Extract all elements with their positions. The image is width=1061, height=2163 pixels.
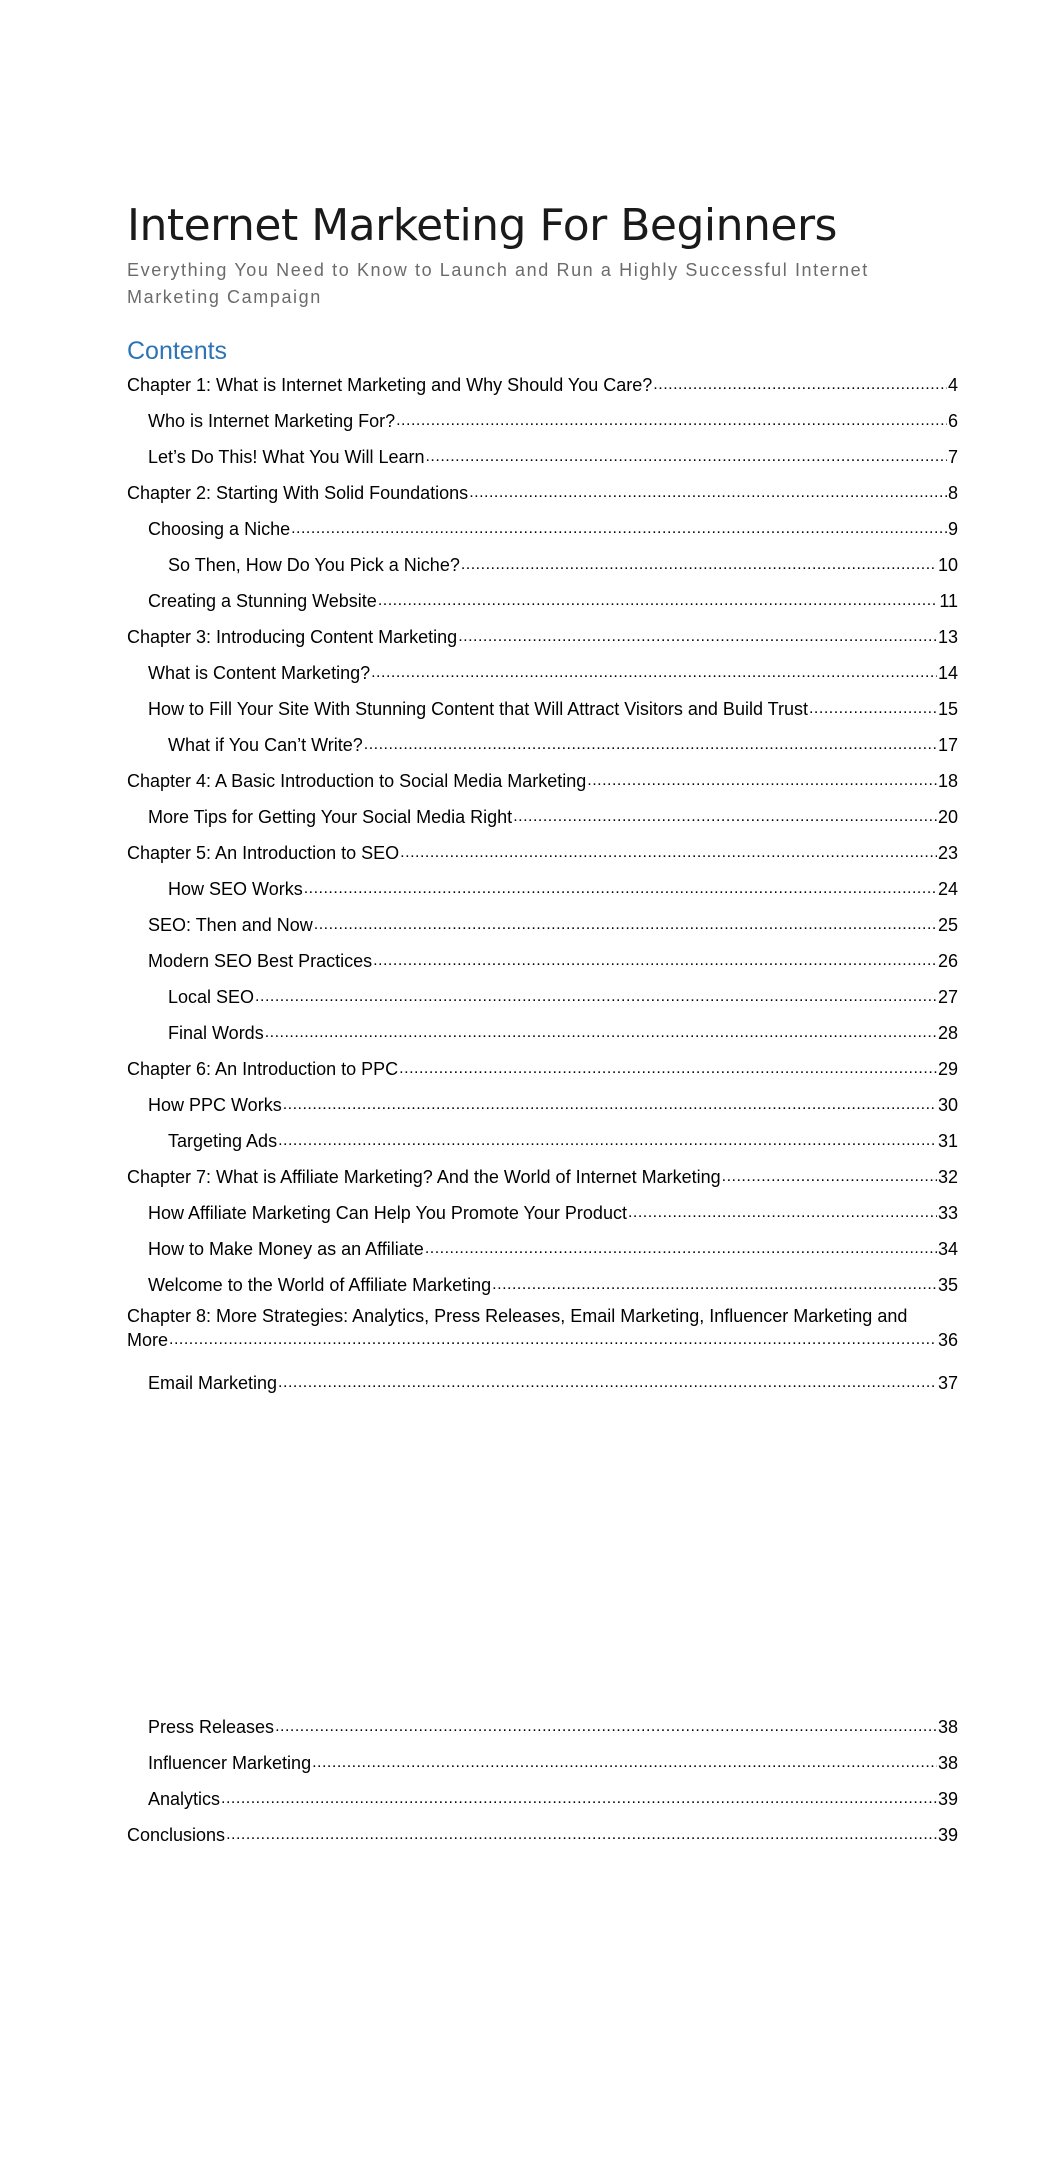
toc-dot-leader [513, 805, 937, 829]
toc-page-number: 33 [937, 1203, 958, 1223]
toc-entry[interactable] [127, 944, 958, 980]
toc-dot-leader [458, 625, 937, 649]
table-of-contents-continued [127, 1710, 958, 1854]
toc-entry[interactable] [127, 656, 958, 692]
toc-entry-label: What is Content Marketing? [148, 663, 371, 683]
toc-dot-leader [461, 553, 937, 577]
toc-page-number: 30 [937, 1095, 958, 1115]
toc-dot-leader [255, 985, 937, 1009]
toc-page-number: 8 [947, 483, 958, 503]
toc-page-number: 39 [937, 1825, 958, 1845]
toc-dot-leader [469, 481, 947, 505]
toc-page-number: 4 [947, 375, 958, 395]
toc-entry-label-line2: More [127, 1330, 169, 1350]
toc-entry[interactable] [127, 800, 958, 836]
toc-page-number: 29 [937, 1059, 958, 1079]
contents-heading: Contents [127, 337, 228, 365]
toc-entry[interactable] [127, 1160, 958, 1196]
toc-dot-leader [587, 769, 937, 793]
toc-entry-label: How to Make Money as an Affiliate [148, 1239, 424, 1259]
toc-entry[interactable] [127, 1196, 958, 1232]
toc-dot-leader [809, 697, 937, 721]
toc-page-number: 20 [937, 807, 958, 827]
toc-page-number: 6 [947, 411, 958, 431]
toc-dot-leader [364, 733, 937, 757]
toc-page-number: 11 [939, 591, 958, 611]
toc-page-number: 38 [937, 1753, 958, 1773]
toc-entry[interactable] [127, 1232, 958, 1268]
toc-entry[interactable] [127, 1052, 958, 1088]
toc-dot-leader [653, 373, 947, 397]
toc-entry-label-line1: Chapter 8: More Strategies: Analytics, Press Releases, Email Marketing, Influencer Marketing and [127, 1306, 908, 1326]
toc-entry[interactable] [127, 476, 958, 512]
toc-entry-label: Let’s Do This! What You Will Learn [148, 447, 425, 467]
toc-page-number: 25 [937, 915, 958, 935]
toc-entry-label: Welcome to the World of Affiliate Marketing [148, 1275, 492, 1295]
toc-entry[interactable] [127, 548, 958, 584]
toc-entry-label: Chapter 3: Introducing Content Marketing [127, 627, 458, 647]
toc-page-number: 37 [937, 1373, 958, 1393]
toc-entry[interactable] [127, 1268, 958, 1304]
toc-entry[interactable] [127, 1366, 958, 1402]
toc-entry-label: How to Fill Your Site With Stunning Content that Will Attract Visitors and Build Trust [148, 699, 808, 719]
toc-dot-leader [722, 1165, 937, 1189]
toc-page-number: 31 [937, 1131, 958, 1151]
toc-entry[interactable] [127, 872, 958, 908]
toc-entry-label: How SEO Works [168, 879, 303, 899]
toc-entry-label: Local SEO [168, 987, 255, 1007]
toc-dot-leader [371, 661, 937, 685]
toc-dot-leader [265, 1021, 937, 1045]
toc-entry-label: Chapter 5: An Introduction to SEO [127, 843, 400, 863]
toc-dot-leader [278, 1371, 937, 1395]
toc-page-number: 38 [937, 1717, 958, 1737]
toc-dot-leader [425, 1237, 937, 1261]
toc-entry[interactable] [127, 620, 958, 656]
toc-entry[interactable] [127, 368, 958, 404]
toc-page-number: 39 [937, 1789, 958, 1809]
toc-entry-label: Modern SEO Best Practices [148, 951, 373, 971]
toc-entry[interactable] [127, 512, 958, 548]
toc-entry-label: How Affiliate Marketing Can Help You Promote Your Product [148, 1203, 627, 1223]
toc-entry[interactable] [127, 764, 958, 800]
toc-entry[interactable] [127, 692, 958, 728]
toc-entry-label: What if You Can’t Write? [168, 735, 363, 755]
toc-entry[interactable] [127, 908, 958, 944]
toc-page-number: 35 [937, 1275, 958, 1295]
toc-entry[interactable] [127, 1304, 958, 1366]
toc-dot-leader [312, 1751, 937, 1775]
toc-dot-leader [425, 445, 947, 469]
toc-page-number: 36 [937, 1330, 958, 1350]
toc-entry-label: SEO: Then and Now [148, 915, 313, 935]
document-title: Internet Marketing For Beginners [127, 200, 837, 251]
toc-page-number: 28 [937, 1023, 958, 1043]
toc-entry-line2 [127, 1328, 958, 1352]
toc-entry-label: Who is Internet Marketing For? [148, 411, 396, 431]
toc-page-number: 13 [937, 627, 958, 647]
toc-entry-label: Analytics [148, 1789, 221, 1809]
toc-dot-leader [278, 1129, 937, 1153]
toc-entry-label: Chapter 6: An Introduction to PPC [127, 1059, 399, 1079]
toc-entry-label: More Tips for Getting Your Social Media Right [148, 807, 513, 827]
toc-page-number: 7 [947, 447, 958, 467]
document-subtitle: Everything You Need to Know to Launch and Run a Highly Successful Internet Marketing Campaign [127, 260, 869, 307]
toc-entry-label: Chapter 4: A Basic Introduction to Social Media Marketing [127, 771, 587, 791]
toc-dot-leader [396, 409, 947, 433]
toc-page-number: 9 [947, 519, 958, 539]
toc-page-number: 23 [937, 843, 958, 863]
toc-dot-leader [283, 1093, 937, 1117]
toc-dot-leader [226, 1823, 937, 1847]
toc-entry[interactable] [127, 404, 958, 440]
toc-page-number: 17 [937, 735, 958, 755]
toc-entry-label: Targeting Ads [168, 1131, 278, 1151]
toc-dot-leader [400, 841, 937, 865]
toc-dot-leader [373, 949, 937, 973]
toc-entry[interactable] [127, 1124, 958, 1160]
toc-dot-leader [221, 1787, 937, 1811]
toc-page-number: 18 [937, 771, 958, 791]
toc-entry[interactable] [127, 1088, 958, 1124]
toc-entry-label: So Then, How Do You Pick a Niche? [168, 555, 460, 575]
toc-entry-label: Chapter 2: Starting With Solid Foundations [127, 483, 469, 503]
toc-dot-leader [314, 913, 937, 937]
toc-page-number: 32 [937, 1167, 958, 1187]
toc-entry-label: How PPC Works [148, 1095, 282, 1115]
toc-entry[interactable] [127, 836, 958, 872]
toc-entry-label: Creating a Stunning Website [148, 591, 377, 611]
toc-entry-label: Choosing a Niche [148, 519, 291, 539]
toc-entry-label: Chapter 1: What is Internet Marketing and Why Should You Care? [127, 375, 653, 395]
toc-dot-leader [628, 1201, 937, 1225]
toc-entry-label: Conclusions [127, 1825, 226, 1845]
toc-entry[interactable] [127, 1710, 958, 1746]
toc-page-number: 15 [937, 699, 958, 719]
toc-dot-leader [492, 1273, 937, 1297]
toc-page-number: 14 [937, 663, 958, 683]
toc-page-number: 10 [937, 555, 958, 575]
toc-dot-leader [169, 1328, 937, 1352]
toc-entry-label: Final Words [168, 1023, 264, 1043]
table-of-contents [127, 368, 958, 1402]
toc-page-number: 34 [937, 1239, 958, 1259]
toc-dot-leader [275, 1715, 937, 1739]
toc-entry[interactable] [127, 1818, 958, 1854]
toc-entry-label: Influencer Marketing [148, 1753, 312, 1773]
toc-entry[interactable] [127, 1016, 958, 1052]
toc-entry-label: Chapter 7: What is Affiliate Marketing? And the World of Internet Marketing [127, 1167, 721, 1187]
toc-entry[interactable] [127, 584, 958, 620]
toc-entry[interactable] [127, 1782, 958, 1818]
toc-entry[interactable] [127, 728, 958, 764]
toc-dot-leader [304, 877, 937, 901]
toc-entry[interactable] [127, 440, 958, 476]
toc-entry-label: Press Releases [148, 1717, 275, 1737]
toc-entry-label: Email Marketing [148, 1373, 278, 1393]
toc-entry[interactable] [127, 980, 958, 1016]
toc-page-number: 27 [937, 987, 958, 1007]
toc-dot-leader [291, 517, 947, 541]
toc-dot-leader [378, 589, 939, 613]
toc-dot-leader [399, 1057, 937, 1081]
toc-page-number: 26 [937, 951, 958, 971]
toc-page-number: 24 [937, 879, 958, 899]
toc-entry[interactable] [127, 1746, 958, 1782]
